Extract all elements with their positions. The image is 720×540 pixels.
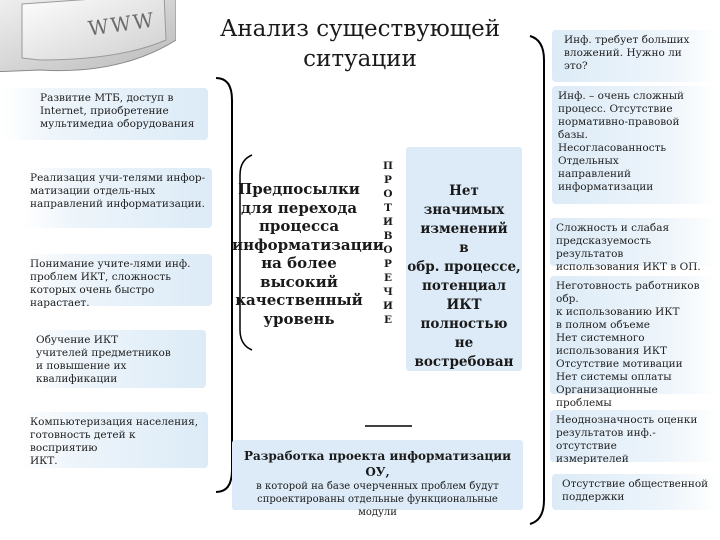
no-change-box [406,147,522,371]
right-item [552,30,718,82]
right-item [550,218,718,273]
left-item-text: Обучение ИКТ учителей предметников и повышение их квалификации [36,334,171,385]
right-item-text: Неоднозначность оценки результатов инф.-отсутствие измерителей [556,414,698,465]
left-item-text: Компьютеризация населения, готовность детей к восприятию ИКТ. [30,416,199,467]
left-item-text: Понимание учите-лями инф. проблем ИКТ, сложность которых очень быстро нарастает. [30,258,191,309]
left-item-text: Реализация учи-телями инфор- матизации отдель-ных направлений информатизации. [30,172,206,210]
vertical-letter: Е [383,314,392,326]
right-item [552,474,718,510]
project-title: Разработка проекта информатизации ОУ, [243,449,512,479]
preconditions-text: Предпосылки для перехода процесса информатизации на более высокий качественный уровень [232,180,384,328]
left-item-text: Развитие МТБ, доступ в Internet, приобретение мультимедиа оборудования [40,92,195,130]
vertical-letter: П [383,160,393,172]
right-item-text: Отсутствие общественной поддержки [562,478,709,503]
right-item [550,276,718,409]
logo-text: WWW [86,7,158,41]
vertical-letter: О [383,244,393,256]
contradiction-vertical-word [378,159,398,327]
vertical-letter: В [383,230,393,242]
vertical-letter: О [383,188,393,200]
project-box [232,440,523,518]
vertical-letter: И [383,216,393,228]
vertical-letter: И [383,300,393,312]
right-item [550,410,718,465]
vertical-letter: Т [384,202,392,214]
right-item [552,86,718,204]
page-title: Анализ существующей ситуации [219,16,501,72]
vertical-letter: Е [383,272,392,284]
right-item-text: Инф. требует больших вложений. Нужно ли это? [564,34,690,72]
vertical-letter: Ч [383,286,393,298]
right-item-text: Сложность и слабая предсказуемость результатов использования ИКТ в ОП. [556,222,701,273]
no-change-text: Нет значимых изменений в обр. процессе, потенциал ИКТ полностью не востребован [407,183,521,370]
right-item-text: Неготовность работников обр. к использованию ИКТ в полном объеме Нет системного использования ИКТ Отсутствие мотивации Нет системы оплаты Организационные проблемы [556,280,700,409]
project-description: в которой на базе очерченных проблем будут спроектированы отдельные функциональные модули [256,481,499,518]
right-item-text: Инф. – очень сложный процесс. Отсутствие нормативно-правовой базы. Несогласованность Отдельных направлений информатизации [558,90,685,193]
vertical-letter: Р [384,174,392,186]
vertical-letter: Р [384,258,392,270]
